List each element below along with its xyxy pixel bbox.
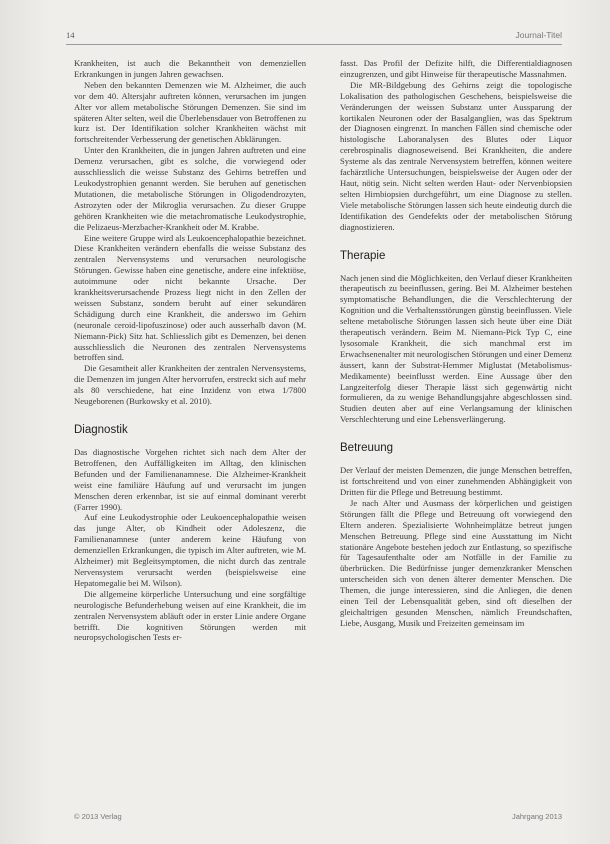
paragraph: Neben den bekannten Demenzen wie M. Alzheimer, die auch vor dem 40. Altersjahr auftreten können, verursachen im jungen Alter vor allem metabolische Störungen Demenzen. Sie sind im späteren Alter selten, weil die Überlebensdauer von Betroffenen zu kurz ist. Der Identifikation solcher Krankheiten wächst mit fortschreitender Verbesserung der genetischen Abklärungen.: [74, 79, 306, 145]
footer-issue: Jahrgang 2013: [511, 812, 562, 821]
section-heading-betreuung: Betreuung: [340, 442, 394, 455]
paragraph: Der Verlauf der meisten Demenzen, die junge Menschen betreffen, ist fortschreitend und von einer zunehmenden Abhängigkeit von Dritten für die Pflege und Betreuung bestimmt.: [340, 465, 572, 497]
paragraph: Die MR-Bildgebung des Gehirns zeigt die topologische Lokalisation des pathologischen Geschehens, beispielsweise die Veränderungen der weissen Substanz unter Aussparung der kortikalen Neuronen oder der Basalganglien, was das Spektrum der Diagnosen eingrenzt. In manchen Fällen sind chemische oder histologische Laboranalysen des Blutes oder Liquor cerebrospinalis diagnoseweisend. Bei Krankheiten, die andere Systeme als das zentrale Nervensystem betreffen, können weitere fachärztliche Untersuchungen, beispielsweise der Augen oder der Haut, nötig sein. Nicht selten werden Haut- oder Nervenbiopsien selten Hirnbiopsien durchgeführt, um eine Diagnose zu stellen. Viele metabolische Störungen lassen sich heute eindeutig durch die Identifikation des Gendefekts oder der metabolischen Störung diagnostizieren.: [340, 79, 572, 232]
paragraph: Eine weitere Gruppe wird als Leukoencephalopathie bezeichnet. Diese Krankheiten verändern ebenfalls die weisse Substanz des zentralen Nervensystems und verursachen neurologische Störungen. Gewisse haben eine genetische, andere eine infektiöse, autoimmune oder nicht bekannte Ursache. Der krankheitsverursachende Prozess liegt nicht in den Zellen der weissen Substanz, sondern beruht auf einer sekundären Schädigung durch eine Krankheit, die anderswo im Gehirn (neuronale ceroid-lipofuszinose) oder auch ausserhalb davon (M. Niemann-Pick) Sitz hat. Schliesslich gibt es Demenzen, bei denen ausschliesslich die Neuronen des zentralen Nervensystems betroffen sind.: [74, 232, 306, 363]
paragraph: Krankheiten, ist auch die Bekanntheit von demenziellen Erkrankungen in jungen Jahren gewachsen.: [74, 58, 306, 79]
section-heading-diagnostik: Diagnostik: [74, 424, 128, 436]
page-number: 14: [66, 30, 75, 40]
paragraph: Die Gesamtheit aller Krankheiten der zentralen Nervensystems, die Demenzen im jungen Alter hervorrufen, erstreckt sich auf mehr als 80 verschiedene, hat eine Inzidenz von etwa 1/7800 Neugeborenen (Burkowsky et al. 2010).: [74, 363, 306, 407]
paragraph: Das diagnostische Vorgehen richtet sich nach dem Alter der Betroffenen, den Auffälligkeiten im Alltag, den klinischen Befunden und der Familienanamnese. Die Alzheimer-Krankheit weist eine familiäre Häufung auf und verursacht im jungen Menschen deren erkennbar, ist sie auf einmal dominant vererbt (Farrer 1990).: [74, 447, 306, 512]
paragraph: Unter den Krankheiten, die in jungen Jahren auftreten und eine Demenz verursachen, gibt es solche, die vorwiegend oder ausschliesslich die weisse Substanz des Gehirns betreffen und Leukodystrophien genannt werden. Sie beruhen auf genetischen Mutationen, die metabolische Störungen in Oligodendrozyten, Astrozyten oder der Mikroglia verursachen. Zu dieser Gruppe gehören Krankheiten wie die metachromatische Leukodystrophie, die Pelizaeus-Merzbacher-Krankheit oder M. Krabbe.: [74, 145, 306, 232]
page-footer: [74, 812, 562, 824]
page-header: [66, 30, 562, 45]
left-column: [74, 58, 306, 643]
paragraph: Die allgemeine körperliche Untersuchung und eine sorgfältige neurologische Befunderhebung weisen auf eine Krankheit, die im zentralen Nervensystem abläuft oder in erster Linie andere Organe betrifft. Die kognitiven Störungen werden mit neuropsychologischen Tests er-: [74, 588, 306, 643]
paragraph: Auf eine Leukodystrophie oder Leukoencephalopathie weisen das junge Alter, ob Kindheit oder Adoleszenz, die Familienanamnese (unter anderem keine Häufung von demenziellen Erkrankungen, die typisch im Alter auftreten, wie M. Alzheimer) mit Begleitsymptomen, die nicht durch das zentrale Nervensystem verursacht werden (beispielsweise eine Hepatomegalie bei M. Wilson).: [74, 512, 306, 588]
journal-title: Journal-Titel: [515, 30, 562, 40]
paragraph: fasst. Das Profil der Defizite hilft, die Differentialdiagnosen einzugrenzen, und gibt Hinweise für therapeutische Massnahmen.: [340, 58, 572, 79]
paragraph: Nach jenen sind die Möglichkeiten, den Verlauf dieser Krankheiten therapeutisch zu beeinflussen, gering. Bei M. Alzheimer bestehen symptomatische Behandlungen, die die Verschlechterung der Kognition und die Verhaltensstörungen günstig beeinflussen. Viele seltene metabolische Störungen lassen sich heute über eine Diät therapeutisch verändern. Beim M. Niemann-Pick Typ C, eine lysosomale Krankheit, die sich manchmal erst im Erwachsenenalter mit neurologischen Störungen und einer Demenz äussert, kann der Substrat-Hemmer Miglustat (Metabolismus-Medikamente) beeinflusst werden. Eine Aussage über den Langzeiterfolg dieser Therapie lässt sich gegenwärtig nicht formulieren, da zu wenige Behandlungsjahre abgeschlossen sind. Studien deuten aber auf eine Verlangsamung der klinischen Verschlechterung und eine Lebensverlängerung.: [340, 272, 572, 425]
section-heading-therapie: Therapie: [340, 249, 386, 262]
right-column: [340, 58, 572, 629]
footer-copyright: © 2013 Verlag: [74, 812, 122, 821]
paragraph: Je nach Alter und Ausmass der körperlichen und geistigen Störungen fällt die Pflege und Betreuung oft vorwiegend den Eltern anderen. Spezialisierte Wohnheimplätze betreut jungen Menschen Betreuung. Pflege sind eine Ausstattung im Nicht stationäre Angebote bestehen jedoch zur Entlastung, so spezifische für Tagesaufenthalte oder am Notfälle in der Familie zu überbrücken. Die Bedürfnisse junger demenzkranker Menschen unterscheiden sich von denen älterer dementer Menschen. Die Themen, die junge interessieren, sind die Anliegen, die denen einen Teil der Lebensqualität geben, sind oft dieselben der gleichaltrigen gesunden Menschen, nämlich Freundschaften, Liebe, Ausgang, Musik und Freizeiten gemeinsam im: [340, 497, 572, 628]
